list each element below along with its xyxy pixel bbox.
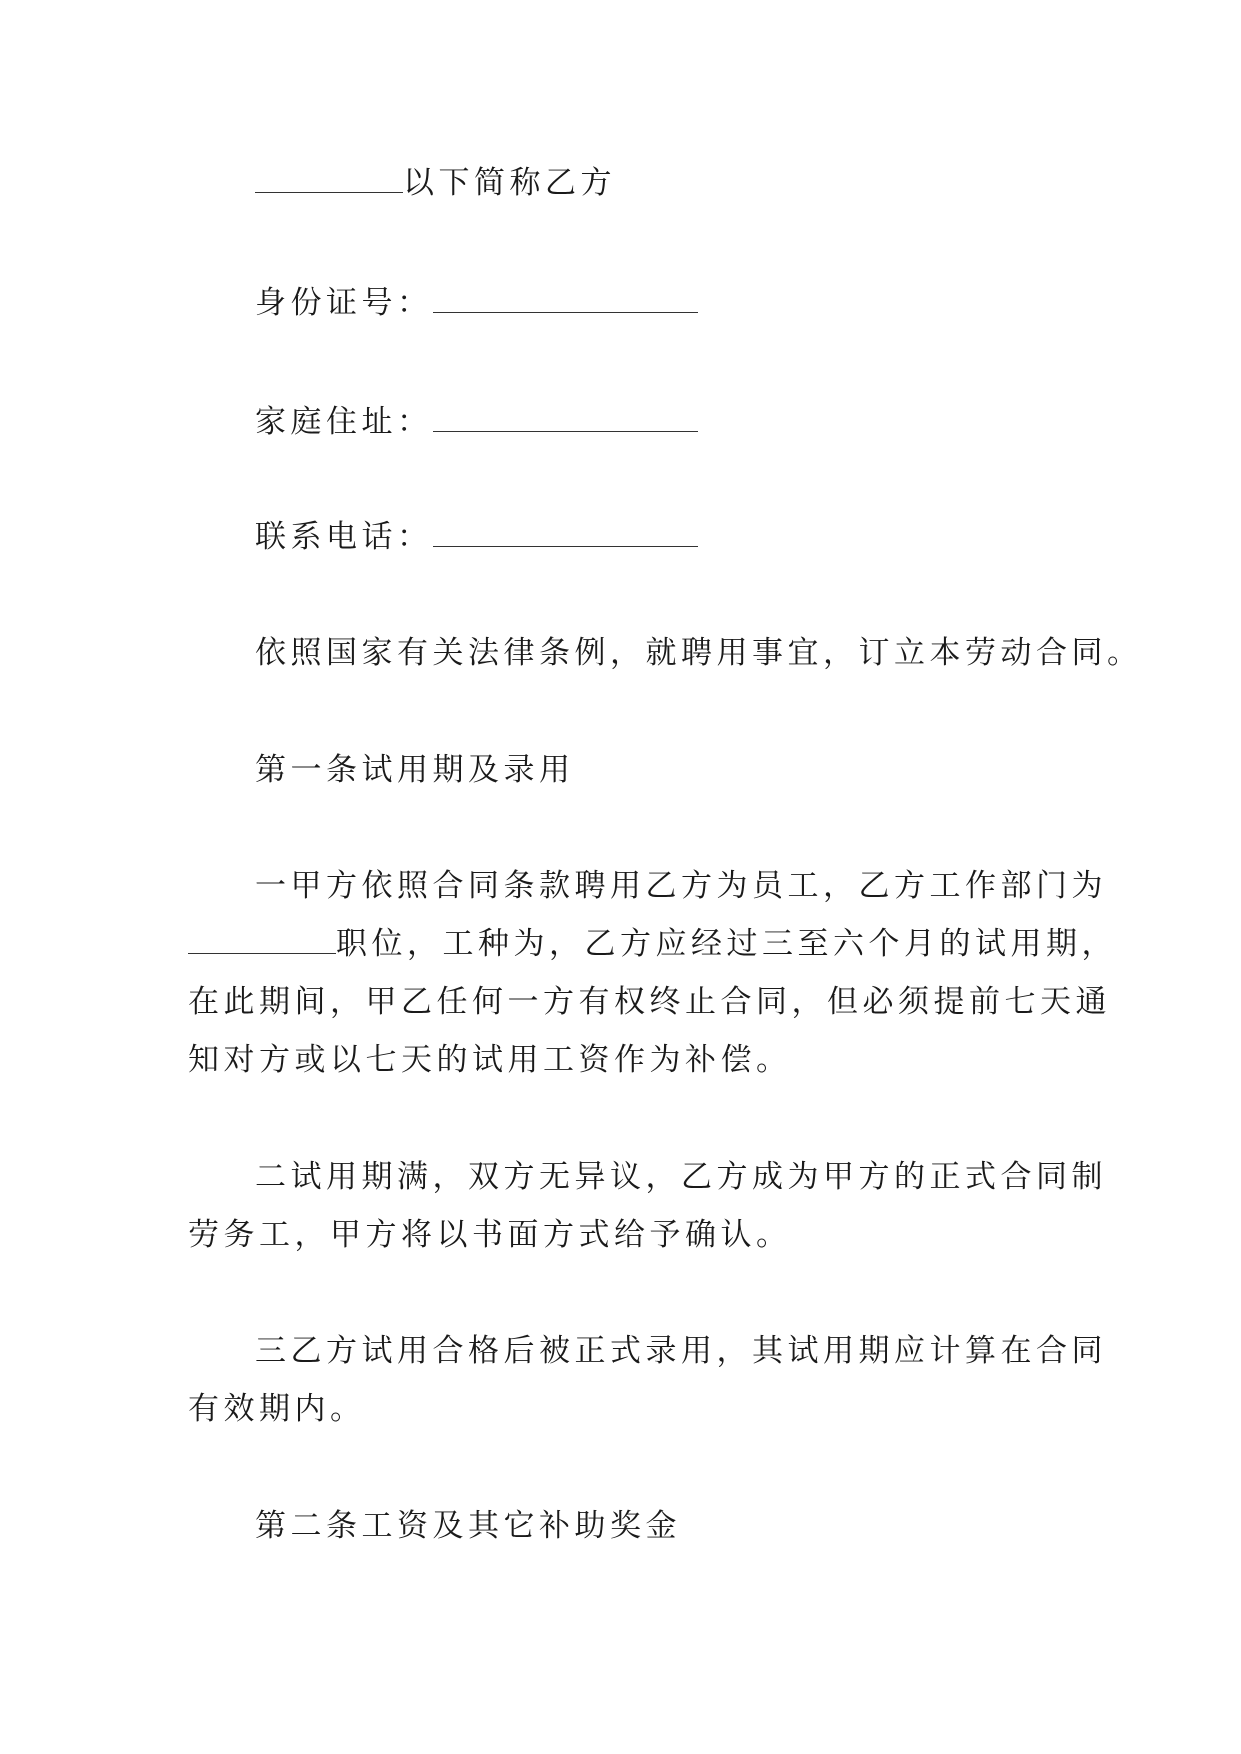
id-number-label: 身份证号： [255,285,433,321]
phone-blank[interactable] [433,520,698,547]
clause-1-line-3: 在此期间，甲乙任何一方有权终止合同，但必须提前七天通 [188,984,1111,1020]
clause-1-line-2 [188,924,1117,964]
preamble: 依照国家有关法律条例，就聘用事宜，订立本劳动合同。 [255,635,1143,671]
clause-3-line-1: 三乙方试用合格后被正式录用，其试用期应计算在合同 [255,1333,1107,1369]
phone-line [255,517,698,557]
clause-2-line-1: 二试用期满，双方无异议，乙方成为甲方的正式合同制 [255,1159,1107,1195]
clause-3-line-2: 有效期内。 [188,1391,366,1427]
clause-1-line-2-text: 职位，工种为，乙方应经过三至六个月的试用期， [336,926,1117,962]
article-2-title: 第二条工资及其它补助奖金 [255,1508,681,1544]
id-number-line [255,283,698,323]
clause-1-line-4: 知对方或以七天的试用工资作为补偿。 [188,1042,792,1078]
department-blank[interactable] [188,927,336,954]
home-address-blank[interactable] [433,405,698,432]
party-b-suffix: 以下简称乙方 [403,165,616,201]
article-1-title: 第一条试用期及录用 [255,752,575,788]
party-b-name-blank[interactable] [255,166,403,193]
clause-1-line-1: 一甲方依照合同条款聘用乙方为员工，乙方工作部门为 [255,868,1107,904]
home-address-line [255,402,698,442]
phone-label: 联系电话： [255,519,433,555]
home-address-label: 家庭住址： [255,404,433,440]
clause-2-line-2: 劳务工，甲方将以书面方式给予确认。 [188,1217,792,1253]
party-b-line [255,163,616,203]
id-number-blank[interactable] [433,286,698,313]
